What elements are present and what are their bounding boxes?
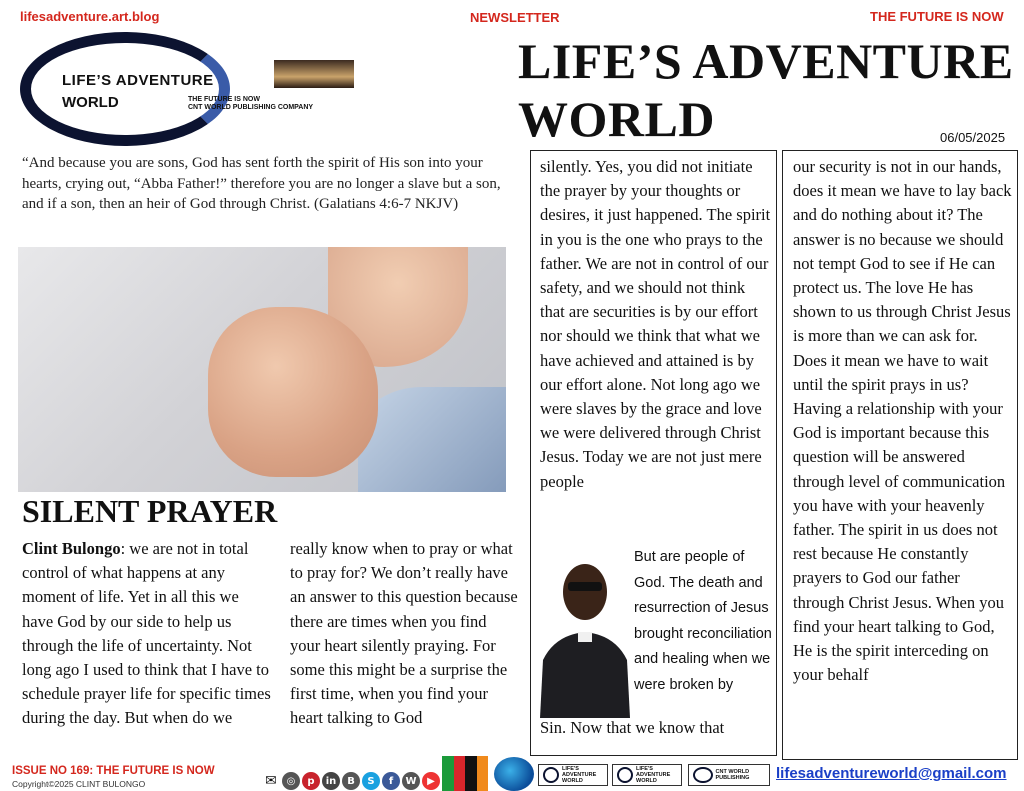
article-column-3: silently. Yes, you did not initiate the prayer by your thoughts or desires, it just happened. The spirit in you is the one who prays to the father. We are not in control of our safety, and we should not think that are securities is by our effort nor should we think that what we have achieved and attained is by our effort alone. Not long ago we were slaves by the grace and love we were delivered through Christ Jesus. Today we are not just mere people: [540, 157, 771, 491]
logo-ring-icon: [20, 32, 230, 146]
social-icons: [262, 772, 440, 790]
scripture-quote: “And because you are sons, God has sent forth the spirit of His son into your hearts, crying out, “Abba Father!” therefore you are no longer a slave but a son, and if a son, then an heir of God through Christ. (Galatians 4:6-7 NKJV): [22, 155, 501, 212]
instagram-icon[interactable]: ◎: [282, 772, 300, 790]
mini-logo-3: [688, 764, 770, 786]
wordpress-icon[interactable]: W: [402, 772, 420, 790]
mini-logo-1: [538, 764, 608, 786]
logo-title-line2: WORLD: [62, 94, 119, 111]
pinterest-icon[interactable]: p: [302, 772, 320, 790]
issue-number: ISSUE NO 169: THE FUTURE IS NOW: [12, 765, 215, 777]
mini-logo-3-text: CNT WORLD PUBLISHING: [715, 769, 750, 781]
author-photo: [535, 540, 635, 718]
column-3-wrap-text: But are people of God. The death and resurrection of Jesus brought reconciliation and healing when we were broken by: [634, 549, 772, 693]
globe-logo-icon: [494, 757, 534, 791]
logo-title-line1: LIFE’S ADVENTURE: [62, 72, 214, 89]
logo-subtitle-2: CNT WORLD PUBLISHING COMPANY: [188, 104, 314, 111]
blogger-icon[interactable]: B: [342, 772, 360, 790]
contact-email-link[interactable]: lifesadventureworld@gmail.com: [776, 765, 1007, 782]
photo-shirt: [358, 387, 506, 492]
mail-icon[interactable]: ✉: [262, 772, 280, 790]
mini-logo-2-text: LIFE'S ADVENTURE WORLD: [636, 766, 671, 784]
open-book-icon: [274, 60, 354, 88]
logo-subtitle-1: THE FUTURE IS NOW: [188, 96, 260, 103]
facebook-icon[interactable]: f: [382, 772, 400, 790]
youtube-icon[interactable]: ▶: [422, 772, 440, 790]
mini-logo-2: [612, 764, 682, 786]
article-column-1: [22, 537, 272, 731]
author-name: Clint Bulongo: [22, 539, 121, 558]
publication-logo: [20, 32, 365, 150]
section-label: NEWSLETTER: [470, 10, 560, 25]
header-tagline: THE FUTURE IS NOW: [870, 9, 1004, 24]
photo-hands: [208, 307, 378, 477]
masthead-title: LIFE’S ADVENTURE WORLD: [518, 33, 1014, 147]
article-headline: SILENT PRAYER: [22, 493, 278, 529]
skype-icon[interactable]: S: [362, 772, 380, 790]
linkedin-icon[interactable]: in: [322, 772, 340, 790]
article-column-4: our security is not in our hands, does it mean we have to lay back and do nothing about it? The answer is no because we should not tempt God to see if He can protect us. The love He has shown to us through Christ Jesus is more than we can ask for. Does it mean we have to wait until the spirit prays in us? Having a relationship with your God is important because this question will be answered through level of communication you have with your heavenly father. The spirit in us does not rest because He constantly prayers to God our father through Christ Jesus. When you find your heart talking to God, He is the spirit interceding on your behalf: [793, 157, 1012, 685]
issue-date: 06/05/2025: [940, 130, 1006, 145]
site-url[interactable]: lifesadventure.art.blog: [20, 9, 160, 24]
article-column-2: really know when to pray or what to pray for? We don’t really have an answer to this question because there are times when you find your heart silently praying. For some this might be a surprise the first time, when you find your heart talking to God: [290, 539, 518, 728]
praying-hands-photo: [18, 247, 506, 492]
copyright: Copyright©2025 CLINT BULONGO: [12, 779, 146, 789]
column-1-text: : we are not in total control of what happens at any moment of life. Yet in all this we have God by our side to help us through the life of uncertainty. Not long ago I used to think that I have to schedule prayer life for specific times during the day. But when do we: [22, 539, 271, 728]
mini-logo-1-text: LIFE'S ADVENTURE WORLD: [562, 766, 597, 784]
flag-icon: [442, 756, 488, 791]
column-3-end-text: Sin. Now that we know that: [540, 718, 725, 737]
